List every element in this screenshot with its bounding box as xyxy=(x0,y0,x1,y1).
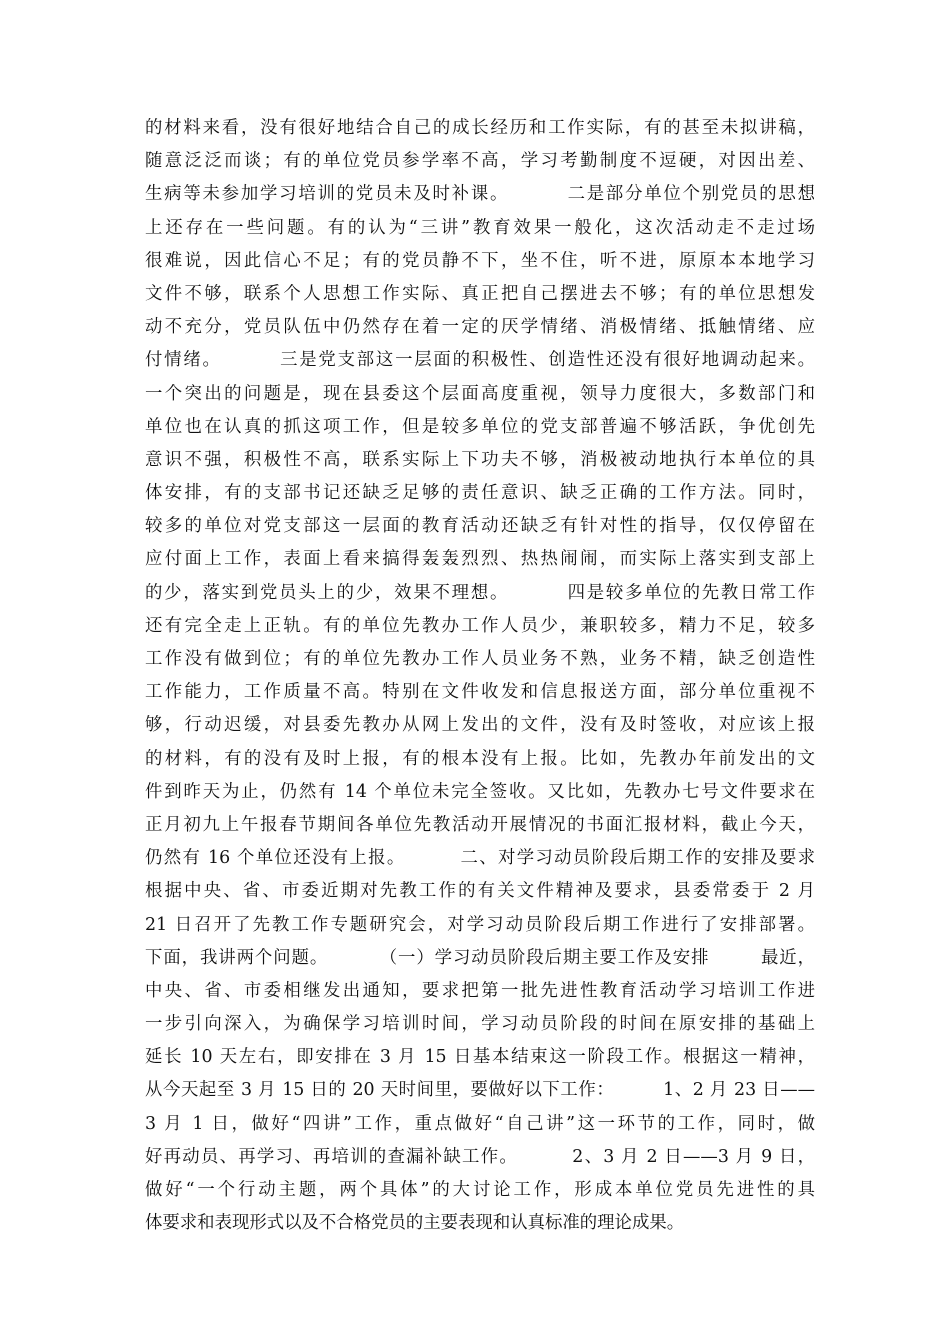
text-line: 单位也在认真的抓这项工作，但是较多单位的党支部普遍不够活跃，争优创先 xyxy=(145,416,815,437)
text-line: 体安排，有的支部书记还缺乏足够的责任意识、缺乏正确的工作方法。同时， xyxy=(145,483,815,504)
text-line: 件到昨天为止，仍然有 14 个单位未完全签收。又比如，先教办七号文件要求在 xyxy=(145,781,815,802)
text-line: 较多的单位对党支部这一层面的教育活动还缺乏有针对性的指导，仅仅停留在 xyxy=(145,516,815,537)
text-line: 工作能力，工作质量不高。特别在文件收发和信息报送方面，部分单位重视不 xyxy=(145,682,815,703)
text-line: 随意泛泛而谈；有的单位党员参学率不高，学习考勤制度不逗硬，对因出差、 xyxy=(145,151,815,172)
text-line: 工作没有做到位；有的单位先教办工作人员业务不熟，业务不精，缺乏创造性 xyxy=(145,649,815,669)
text-line: 体要求和表现形式以及不合格党员的主要表现和认真标准的理论成果。 xyxy=(145,1213,685,1234)
text-line: 还有完全走上正轨。有的单位先教办工作人员少，兼职较多，精力不足，较多 xyxy=(145,615,815,636)
text-line: 下面，我讲两个问题。 （一）学习动员阶段后期主要工作及安排 最近， xyxy=(145,947,815,968)
text-line: 正月初九上午报春节期间各单位先教活动开展情况的书面汇报材料，截止今天， xyxy=(145,814,815,835)
body-text xyxy=(145,112,815,1240)
text-line: 根据中央、省、市委近期对先教工作的有关文件精神及要求，县委常委于 2 月 xyxy=(145,881,815,902)
text-line: 的材料，有的没有及时上报，有的根本没有上报。比如，先教办年前发出的文 xyxy=(145,748,815,769)
text-line: 应付面上工作，表面上看来搞得轰轰烈烈、热热闹闹，而实际上落实到支部上 xyxy=(145,549,815,570)
text-line: 做好“一个行动主题，两个具体”的大讨论工作，形成本单位党员先进性的具 xyxy=(145,1180,815,1200)
text-line: 一步引向深入，为确保学习培训时间，学习动员阶段的时间在原安排的基础上 xyxy=(145,1014,815,1035)
text-line: 好再动员、再学习、再培训的查漏补缺工作。 2、3 月 2 日——3 月 9 日， xyxy=(145,1146,815,1167)
text-line: 动不充分，党员队伍中仍然存在着一定的厌学情绪、消极情绪、抵触情绪、应 xyxy=(145,317,815,338)
text-line: 3 月 1 日，做好“四讲”工作，重点做好“自己讲”这一环节的工作，同时，做 xyxy=(145,1113,815,1134)
text-line: 生病等未参加学习培训的党员未及时补课。 二是部分单位个别党员的思想 xyxy=(145,184,815,205)
text-line: 的少，落实到党员头上的少，效果不理想。 四是较多单位的先教日常工作 xyxy=(145,582,815,603)
text-line: 文件不够，联系个人思想工作实际、真正把自己摆进去不够；有的单位思想发 xyxy=(145,283,815,304)
text-line: 很难说，因此信心不足；有的党员静不下，坐不住，听不进，原原本本地学习 xyxy=(145,250,815,271)
text-line: 延长 10 天左右，即安排在 3 月 15 日基本结束这一阶段工作。根据这一精神， xyxy=(145,1047,815,1068)
text-line: 上还存在一些问题。有的认为“三讲”教育效果一般化，这次活动走不走过场 xyxy=(145,217,815,238)
text-line: 仍然有 16 个单位还没有上报。 二、对学习动员阶段后期工作的安排及要求 xyxy=(145,848,815,869)
text-line: 付情绪。 三是党支部这一层面的积极性、创造性还没有很好地调动起来。 xyxy=(145,350,815,371)
text-line: 够，行动迟缓，对县委先教办从网上发出的文件，没有及时签收，对应该上报 xyxy=(145,715,815,736)
text-line: 21 日召开了先教工作专题研究会，对学习动员阶段后期工作进行了安排部署。 xyxy=(145,914,815,935)
text-line: 的材料来看，没有很好地结合自己的成长经历和工作实际，有的甚至未拟讲稿， xyxy=(145,118,815,138)
text-line: 一个突出的问题是，现在县委这个层面高度重视，领导力度很大，多数部门和 xyxy=(145,383,815,404)
text-line: 从今天起至 3 月 15 日的 20 天时间里，要做好以下工作： 1、2 月 23 日—— xyxy=(145,1080,815,1101)
text-line: 意识不强，积极性不高，联系实际上下功夫不够，消极被动地执行本单位的具 xyxy=(145,449,815,470)
text-line: 中央、省、市委相继发出通知，要求把第一批先进性教育活动学习培训工作进 xyxy=(145,980,815,1001)
